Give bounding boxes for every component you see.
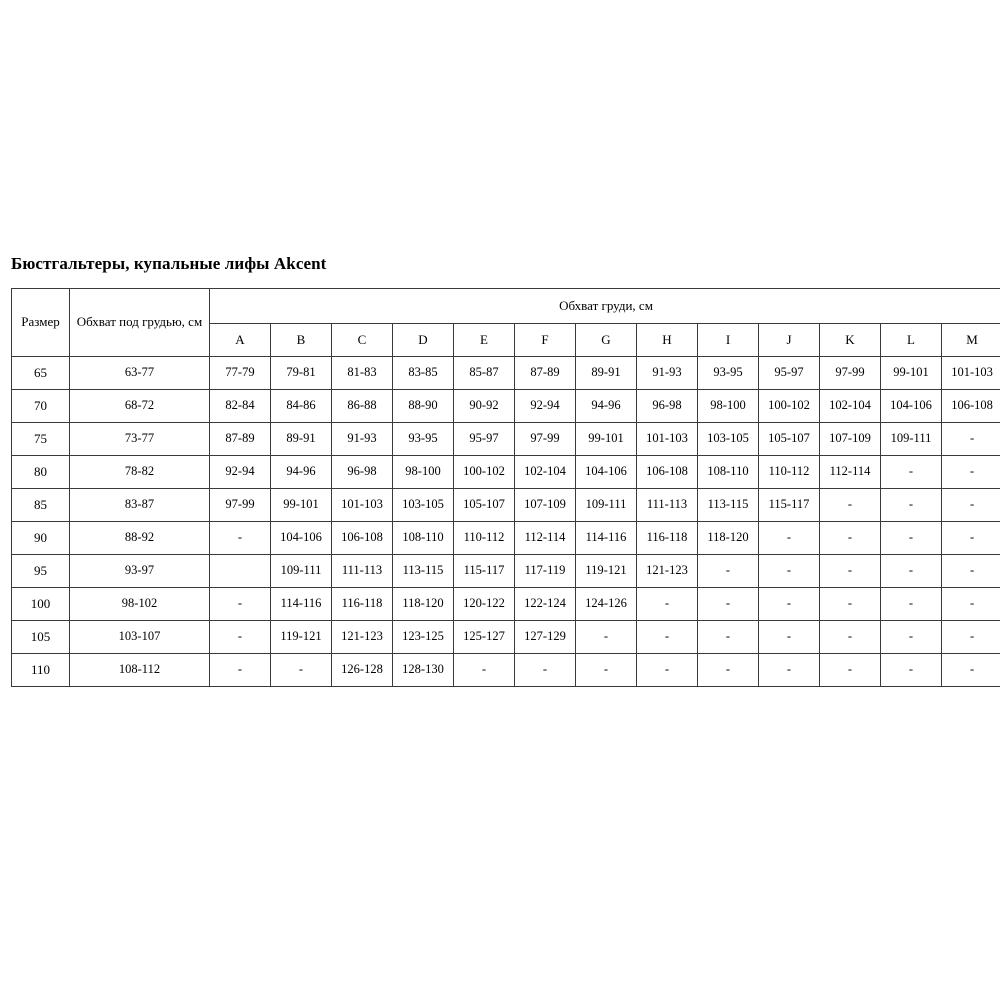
cell-cup-c: 111-113 (332, 555, 393, 588)
table-row (12, 456, 1000, 489)
cell-cup-f: 127-129 (515, 621, 576, 654)
cell-cup-d: 123-125 (393, 621, 454, 654)
cell-cup-c: 91-93 (332, 423, 393, 456)
cell-cup-c: 106-108 (332, 522, 393, 555)
cell-cup-b: 109-111 (271, 555, 332, 588)
cell-cup-f: 107-109 (515, 489, 576, 522)
cell-cup-a: - (210, 588, 271, 621)
cell-cup-b: 79-81 (271, 357, 332, 390)
cell-size: 105 (12, 621, 70, 654)
cell-cup-m: - (942, 654, 1000, 687)
page-title: Бюстгальтеры, купальные лифы Akcent (11, 254, 327, 273)
table-row (12, 357, 1000, 390)
cell-cup-c: 121-123 (332, 621, 393, 654)
cell-cup-c: 96-98 (332, 456, 393, 489)
cell-cup-l: 99-101 (881, 357, 942, 390)
cell-cup-i: 118-120 (698, 522, 759, 555)
cell-size: 65 (12, 357, 70, 390)
cell-cup-l: 104-106 (881, 390, 942, 423)
table-row (12, 423, 1000, 456)
cell-size: 85 (12, 489, 70, 522)
cell-size: 70 (12, 390, 70, 423)
cell-size: 110 (12, 654, 70, 687)
cell-cup-g: - (576, 654, 637, 687)
cell-cup-e: 120-122 (454, 588, 515, 621)
cell-cup-g: - (576, 621, 637, 654)
cell-underbust: 98-102 (70, 588, 210, 621)
cell-cup-f: 112-114 (515, 522, 576, 555)
cell-cup-g: 119-121 (576, 555, 637, 588)
cell-cup-h: - (637, 588, 698, 621)
cell-cup-c: 101-103 (332, 489, 393, 522)
cell-cup-d: 128-130 (393, 654, 454, 687)
cell-size: 80 (12, 456, 70, 489)
table-body (12, 357, 1000, 687)
cell-cup-c: 86-88 (332, 390, 393, 423)
cell-cup-h: 121-123 (637, 555, 698, 588)
cell-cup-k: - (820, 489, 881, 522)
cell-cup-a: 87-89 (210, 423, 271, 456)
cell-cup-a (210, 555, 271, 588)
column-header-cup-g: G (576, 324, 637, 357)
cell-cup-e: 105-107 (454, 489, 515, 522)
cell-cup-j: - (759, 588, 820, 621)
cell-underbust: 88-92 (70, 522, 210, 555)
cell-cup-m: - (942, 522, 1000, 555)
cell-cup-d: 83-85 (393, 357, 454, 390)
column-header-cup-b: B (271, 324, 332, 357)
cell-cup-e: 100-102 (454, 456, 515, 489)
cell-cup-j: 110-112 (759, 456, 820, 489)
cell-cup-g: 104-106 (576, 456, 637, 489)
column-header-cup-m: M (942, 324, 1000, 357)
cell-cup-m: - (942, 423, 1000, 456)
cell-cup-f: 117-119 (515, 555, 576, 588)
table-row (12, 489, 1000, 522)
cell-cup-b: 114-116 (271, 588, 332, 621)
cell-cup-f: - (515, 654, 576, 687)
cell-cup-e: 90-92 (454, 390, 515, 423)
cell-cup-k: 112-114 (820, 456, 881, 489)
table-header (12, 289, 1000, 357)
cell-cup-g: 99-101 (576, 423, 637, 456)
cell-cup-a: 92-94 (210, 456, 271, 489)
cell-cup-f: 92-94 (515, 390, 576, 423)
cell-cup-a: - (210, 522, 271, 555)
cell-cup-f: 102-104 (515, 456, 576, 489)
cell-size: 95 (12, 555, 70, 588)
cell-cup-g: 124-126 (576, 588, 637, 621)
cell-cup-a: - (210, 621, 271, 654)
cell-cup-m: 101-103 (942, 357, 1000, 390)
table-row (12, 555, 1000, 588)
cell-cup-b: 99-101 (271, 489, 332, 522)
cell-cup-e: 110-112 (454, 522, 515, 555)
cell-cup-i: 108-110 (698, 456, 759, 489)
cell-cup-g: 94-96 (576, 390, 637, 423)
cell-cup-i: - (698, 555, 759, 588)
cell-cup-l: - (881, 555, 942, 588)
cell-cup-i: 98-100 (698, 390, 759, 423)
cell-cup-j: 115-117 (759, 489, 820, 522)
column-header-cup-d: D (393, 324, 454, 357)
cell-cup-k: - (820, 522, 881, 555)
cell-cup-d: 98-100 (393, 456, 454, 489)
cell-cup-m: - (942, 555, 1000, 588)
cell-cup-h: 96-98 (637, 390, 698, 423)
cell-cup-h: 91-93 (637, 357, 698, 390)
cell-cup-d: 88-90 (393, 390, 454, 423)
cell-cup-m: - (942, 456, 1000, 489)
cell-cup-l: - (881, 588, 942, 621)
column-header-cup-l: L (881, 324, 942, 357)
cell-cup-i: 103-105 (698, 423, 759, 456)
size-chart-table (11, 288, 1000, 687)
column-header-bust-group: Обхват груди, см (210, 289, 1000, 324)
cell-cup-l: - (881, 522, 942, 555)
column-header-cup-h: H (637, 324, 698, 357)
cell-cup-j: 95-97 (759, 357, 820, 390)
cell-cup-j: - (759, 555, 820, 588)
cell-cup-l: 109-111 (881, 423, 942, 456)
cell-underbust: 73-77 (70, 423, 210, 456)
cell-cup-d: 93-95 (393, 423, 454, 456)
cell-cup-l: - (881, 654, 942, 687)
cell-cup-k: 107-109 (820, 423, 881, 456)
column-header-cup-a: A (210, 324, 271, 357)
table-row (12, 621, 1000, 654)
cell-cup-b: 119-121 (271, 621, 332, 654)
cell-cup-b: 89-91 (271, 423, 332, 456)
cell-cup-a: 82-84 (210, 390, 271, 423)
cell-cup-c: 81-83 (332, 357, 393, 390)
cell-cup-k: - (820, 588, 881, 621)
cell-cup-m: - (942, 621, 1000, 654)
cell-cup-a: 77-79 (210, 357, 271, 390)
cell-underbust: 68-72 (70, 390, 210, 423)
cell-size: 90 (12, 522, 70, 555)
column-header-size: Размер (12, 289, 70, 357)
cell-cup-j: - (759, 522, 820, 555)
column-header-cup-k: K (820, 324, 881, 357)
cell-cup-f: 97-99 (515, 423, 576, 456)
cell-cup-m: - (942, 489, 1000, 522)
cell-size: 75 (12, 423, 70, 456)
cell-cup-h: - (637, 621, 698, 654)
cell-cup-h: 106-108 (637, 456, 698, 489)
cell-cup-d: 113-115 (393, 555, 454, 588)
cell-cup-a: - (210, 654, 271, 687)
cell-cup-k: - (820, 654, 881, 687)
cell-cup-h: 111-113 (637, 489, 698, 522)
cell-cup-c: 116-118 (332, 588, 393, 621)
column-header-underbust: Обхват под грудью, см (70, 289, 210, 357)
cell-cup-c: 126-128 (332, 654, 393, 687)
cell-cup-i: - (698, 588, 759, 621)
cell-cup-j: - (759, 654, 820, 687)
cell-cup-i: - (698, 621, 759, 654)
cell-cup-d: 118-120 (393, 588, 454, 621)
cell-cup-e: 115-117 (454, 555, 515, 588)
cell-cup-k: 102-104 (820, 390, 881, 423)
column-header-cup-i: I (698, 324, 759, 357)
cell-underbust: 103-107 (70, 621, 210, 654)
cell-cup-l: - (881, 621, 942, 654)
cell-cup-i: - (698, 654, 759, 687)
cell-cup-j: 100-102 (759, 390, 820, 423)
cell-cup-h: 101-103 (637, 423, 698, 456)
size-chart-container (11, 288, 993, 687)
table-row (12, 588, 1000, 621)
cell-cup-d: 103-105 (393, 489, 454, 522)
cell-underbust: 63-77 (70, 357, 210, 390)
cell-underbust: 78-82 (70, 456, 210, 489)
cell-cup-e: 95-97 (454, 423, 515, 456)
cell-cup-f: 87-89 (515, 357, 576, 390)
cell-cup-d: 108-110 (393, 522, 454, 555)
column-header-cup-c: C (332, 324, 393, 357)
cell-cup-g: 89-91 (576, 357, 637, 390)
cell-cup-g: 109-111 (576, 489, 637, 522)
cell-cup-e: 125-127 (454, 621, 515, 654)
cell-cup-b: 84-86 (271, 390, 332, 423)
cell-cup-k: 97-99 (820, 357, 881, 390)
cell-cup-j: 105-107 (759, 423, 820, 456)
table-row (12, 522, 1000, 555)
cell-cup-j: - (759, 621, 820, 654)
cell-cup-m: 106-108 (942, 390, 1000, 423)
cell-cup-a: 97-99 (210, 489, 271, 522)
cell-cup-b: 104-106 (271, 522, 332, 555)
cell-cup-b: 94-96 (271, 456, 332, 489)
cell-cup-b: - (271, 654, 332, 687)
cell-underbust: 93-97 (70, 555, 210, 588)
table-row (12, 390, 1000, 423)
cell-cup-k: - (820, 555, 881, 588)
cell-cup-h: 116-118 (637, 522, 698, 555)
cell-cup-i: 113-115 (698, 489, 759, 522)
cell-cup-m: - (942, 588, 1000, 621)
cell-size: 100 (12, 588, 70, 621)
cell-cup-e: - (454, 654, 515, 687)
cell-cup-k: - (820, 621, 881, 654)
cell-cup-e: 85-87 (454, 357, 515, 390)
cell-underbust: 108-112 (70, 654, 210, 687)
cell-cup-l: - (881, 489, 942, 522)
column-header-cup-e: E (454, 324, 515, 357)
cell-cup-i: 93-95 (698, 357, 759, 390)
column-header-cup-j: J (759, 324, 820, 357)
cell-cup-g: 114-116 (576, 522, 637, 555)
cell-underbust: 83-87 (70, 489, 210, 522)
table-row (12, 654, 1000, 687)
cell-cup-h: - (637, 654, 698, 687)
table-header-row-group (12, 289, 1000, 324)
cell-cup-f: 122-124 (515, 588, 576, 621)
cell-cup-l: - (881, 456, 942, 489)
column-header-cup-f: F (515, 324, 576, 357)
